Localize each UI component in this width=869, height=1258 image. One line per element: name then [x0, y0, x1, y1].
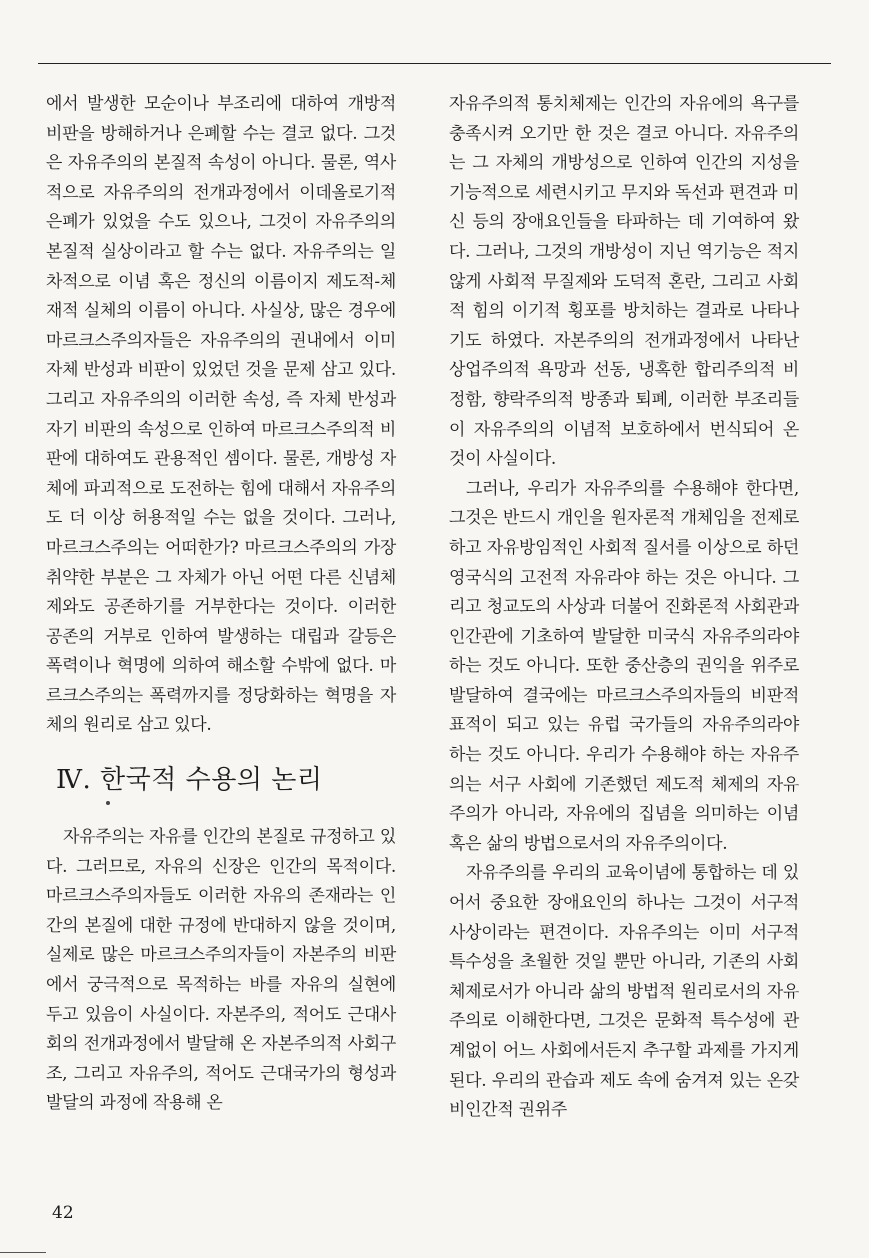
- page-number: 42: [52, 1203, 74, 1223]
- body-paragraph: 그러나, 우리가 자유주의를 수용해야 한다면, 그것은 반드시 개인을 원자론적 개체임을 전제로 하고 자유방임적인 사회적 질서를 이상으로 하던 영국식의 고전적 자유라야 하는 것은 아니다. 그리고 청교도의 사상과 더불어 진화론적 사회관과 인간관에 기초하여 발달한 미국식 자유주의라야 하는 것도 아니다. 또한 중산층의 권익을 위주로 발달하여 결국에는 마르크스주의자들의 비판적 표적이 되고 있는 유럽 국가들의 자유주의라야 하는 것도 아니다. 우리가 수용해야 하는 자유주의는 서구 사회에 기존했던 제도적 체제의 자유주의가 아니라, 자유에의 집념을 의미하는 이념 혹은 삶의 방법으로서의 자유주의이다.: [449, 478, 799, 854]
- bottom-rule: [0, 1252, 46, 1253]
- ink-dot: [106, 801, 110, 805]
- right-column: [449, 90, 799, 1126]
- body-paragraph: 자유주의를 우리의 교육이념에 통합하는 데 있어서 중요한 장애요인의 하나는 그것이 서구적 사상이라는 편견이다. 자유주의는 이미 서구적 특수성을 초월한 것일 뿐만 아니라, 기존의 사회체제로서가 아니라 삶의 방법적 원리로서의 자유주의로 이해한다면, 그것은 문화적 특수성에 관계없이 어느 사회에서든지 추구할 과제를 가지게 된다. 우리의 관습과 제도 속에 숨겨져 있는 온갖 비인간적 권위주: [449, 863, 799, 1121]
- top-rule: [38, 63, 831, 64]
- body-paragraph: 자유주의적 통치체제는 인간의 자유에의 욕구를 충족시켜 오기만 한 것은 결코 아니다. 자유주의는 그 자체의 개방성으로 인하여 인간의 지성을 기능적으로 세련시키고 무지와 독선과 편견과 미신 등의 장애요인들을 타파하는 데 기여하여 왔다. 그러나, 그것의 개방성이 지닌 역기능은 적지 않게 사회적 무질제와 도덕적 혼란, 그리고 사회적 힘의 이기적 횡포를 방치하는 결과로 나타나기도 하였다. 자본주의의 전개과정에서 나타난 상업주의적 욕망과 선동, 냉혹한 합리주의적 비정함, 향락주의적 방종과 퇴폐, 이러한 부조리들이 자유주의의 이념적 보호하에서 번식되어 온 것이 사실이다.: [449, 94, 799, 470]
- body-paragraph: 자유주의는 자유를 인간의 본질로 규정하고 있다. 그러므로, 자유의 신장은 인간의 목적이다. 마르크스주의자들도 이러한 자유의 존재라는 인간의 본질에 대한 규정에 반대하지 않을 것이며, 실제로 많은 마르크스주의자들이 자본주의 비판에서 궁극적으로 목적하는 바를 자유의 실현에 두고 있음이 사실이다. 자본주의, 적어도 근대사회의 전개과정에서 발달해 온 자본주의적 사회구조, 그리고 자유주의, 적어도 근대국가의 형성과 발달의 과정에 작용해 온: [46, 827, 396, 1114]
- left-column: [46, 90, 396, 1119]
- body-paragraph: 에서 발생한 모순이나 부조리에 대하여 개방적 비판을 방해하거나 은폐할 수는 결코 없다. 그것은 자유주의의 본질적 속성이 아니다. 물론, 역사적으로 자유주의의 전개과정에서 이데올로기적 은폐가 있었을 수도 있으나, 그것이 자유주의의 본질적 실상이라고 할 수는 없다. 자유주의는 일차적으로 이념 혹은 정신의 이름이지 제도적-체재적 실체의 이름이 아니다. 사실상, 많은 경우에 마르크스주의자들은 자유주의의 권내에서 이미 자체 반성과 비판이 있었던 것을 문제 삼고 있다. 그리고 자유주의의 이러한 속성, 즉 자체 반성과 자기 비판의 속성으로 인하여 마르크스주의적 비판에 대하여도 관용적인 셈이다. 물론, 개방성 자체에 파괴적으로 도전하는 힘에 대해서 자유주의도 더 이상 허용적일 수는 없을 것이다. 그러나, 마르크스주의는 어떠한가? 마르크스주의의 가장 취약한 부분은 그 자체가 아닌 어떤 다른 신념체제와도 공존하기를 거부한다는 것이다. 이러한 공존의 거부로 인하여 발생하는 대립과 갈등은 폭력이나 혁명에 의하여 해소할 수밖에 없다. 마르크스주의는 폭력까지를 정당화하는 혁명을 자체의 원리로 삼고 있다.: [46, 94, 396, 736]
- section-heading: Ⅳ. 한국적 수용의 논리: [56, 765, 323, 796]
